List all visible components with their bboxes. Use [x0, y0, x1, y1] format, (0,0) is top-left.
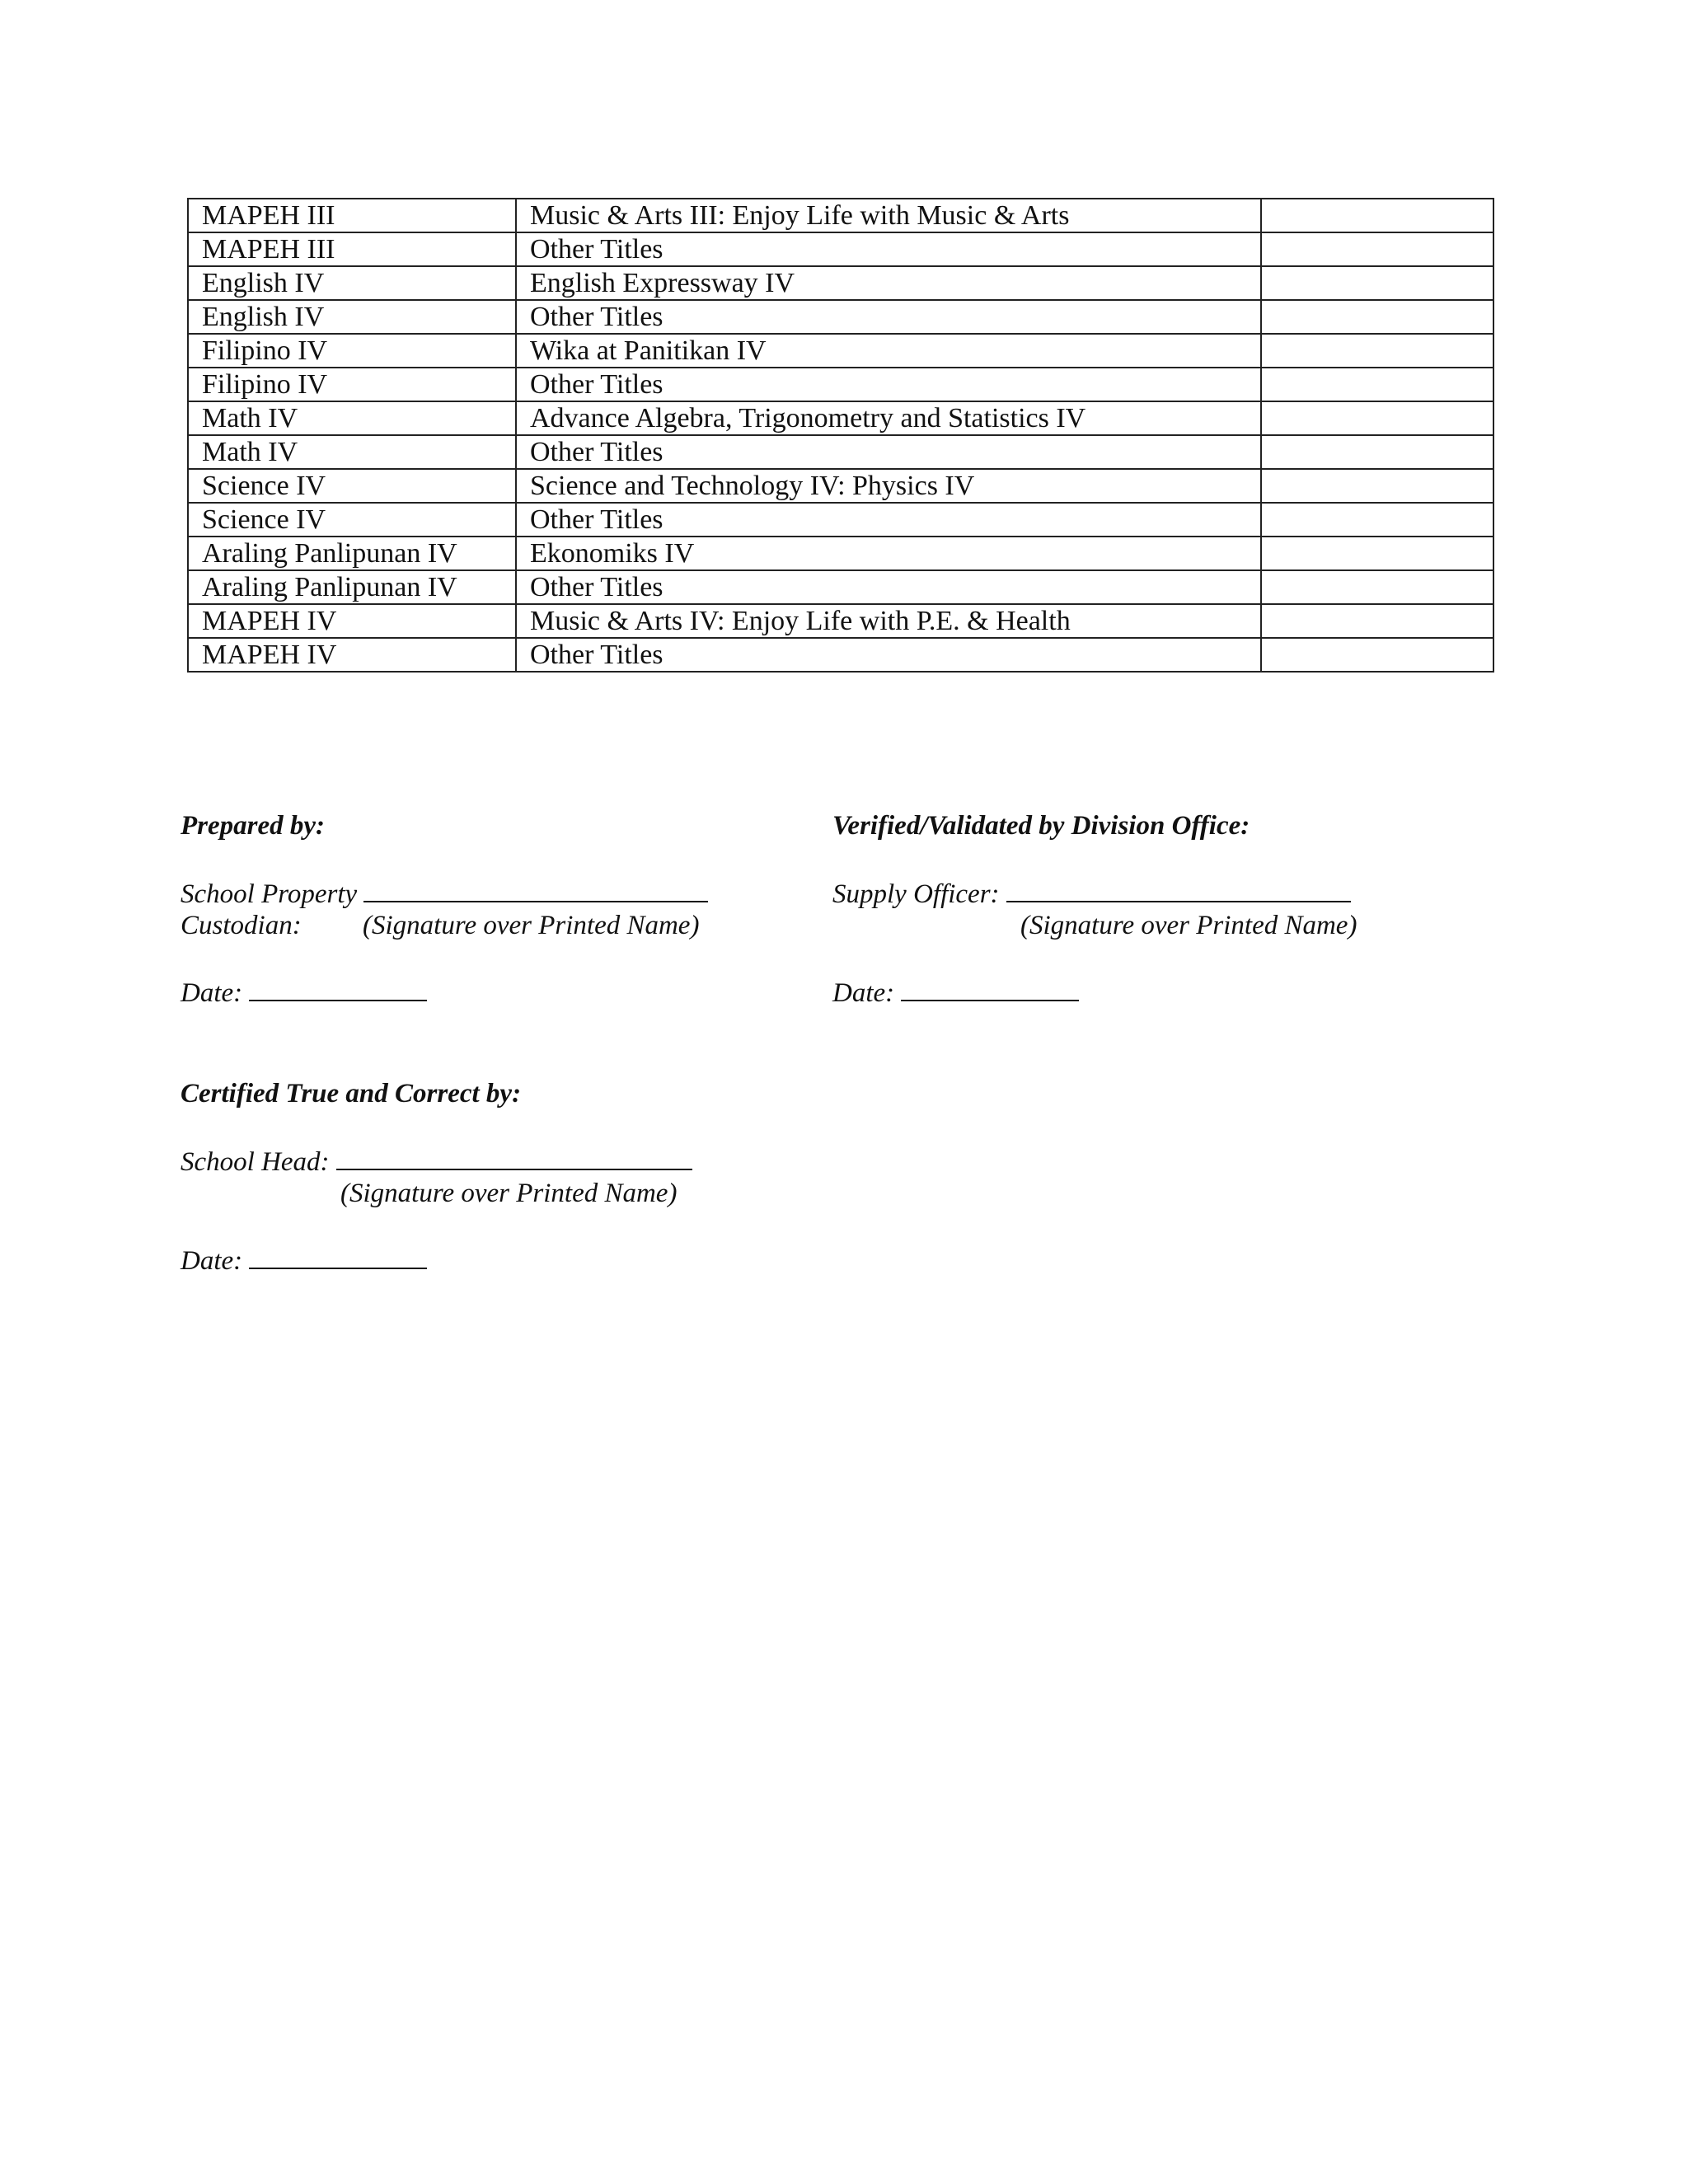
table-row — [188, 570, 1493, 604]
quantity-cell — [1261, 401, 1493, 435]
supply-officer-signature-note: (Signature over Printed Name) — [1020, 911, 1357, 940]
quantity-cell — [1261, 232, 1493, 266]
table-row — [188, 401, 1493, 435]
table-row — [188, 334, 1493, 368]
quantity-cell — [1261, 469, 1493, 503]
table-row — [188, 435, 1493, 469]
quantity-cell — [1261, 537, 1493, 570]
verified-date-label: Date: — [832, 978, 895, 1008]
table-row — [188, 503, 1493, 537]
subject-cell: Filipino IV — [188, 368, 516, 401]
school-head-row — [181, 1144, 692, 1179]
verified-date-row — [832, 975, 1079, 1010]
prepared-date-row — [181, 975, 427, 1010]
quantity-cell — [1261, 570, 1493, 604]
certified-date-line[interactable] — [249, 1243, 427, 1269]
supply-officer-label: Supply Officer: — [832, 879, 1000, 909]
title-cell: Other Titles — [516, 435, 1261, 469]
subject-cell: Math IV — [188, 435, 516, 469]
title-cell: Other Titles — [516, 368, 1261, 401]
subject-cell: MAPEH III — [188, 199, 516, 232]
prepared-by-heading: Prepared by: — [181, 811, 326, 841]
certified-by-heading: Certified True and Correct by: — [181, 1079, 522, 1108]
supply-officer-row — [832, 876, 1351, 911]
table-row — [188, 368, 1493, 401]
certified-date-label: Date: — [181, 1246, 243, 1276]
title-cell: Other Titles — [516, 638, 1261, 672]
subject-cell: Science IV — [188, 503, 516, 537]
school-head-signature-note: (Signature over Printed Name) — [340, 1179, 678, 1208]
subject-cell: English IV — [188, 300, 516, 334]
title-cell: Ekonomiks IV — [516, 537, 1261, 570]
quantity-cell — [1261, 199, 1493, 232]
title-cell: Music & Arts IV: Enjoy Life with P.E. & Health — [516, 604, 1261, 638]
title-cell: Advance Algebra, Trigonometry and Statistics IV — [516, 401, 1261, 435]
subject-cell: Math IV — [188, 401, 516, 435]
table-body — [188, 199, 1493, 672]
school-head-signature-line[interactable] — [336, 1144, 692, 1170]
prepared-date-label: Date: — [181, 978, 243, 1008]
quantity-cell — [1261, 503, 1493, 537]
table-row — [188, 232, 1493, 266]
table-row — [188, 604, 1493, 638]
certified-date-row — [181, 1243, 427, 1277]
title-cell: Other Titles — [516, 232, 1261, 266]
subject-cell: Science IV — [188, 469, 516, 503]
quantity-cell — [1261, 334, 1493, 368]
quantity-cell — [1261, 638, 1493, 672]
school-head-label: School Head: — [181, 1147, 330, 1177]
school-property-label: School Property — [181, 879, 358, 909]
table-row — [188, 469, 1493, 503]
table-row — [188, 537, 1493, 570]
title-cell: Other Titles — [516, 570, 1261, 604]
title-cell: Music & Arts III: Enjoy Life with Music & Arts — [516, 199, 1261, 232]
quantity-cell — [1261, 604, 1493, 638]
quantity-cell — [1261, 368, 1493, 401]
prepared-date-line[interactable] — [249, 975, 427, 1001]
subject-cell: MAPEH III — [188, 232, 516, 266]
subject-cell: MAPEH IV — [188, 604, 516, 638]
supply-officer-signature-line[interactable] — [1006, 876, 1351, 902]
textbook-inventory-table — [187, 198, 1494, 673]
custodian-signature-line[interactable] — [363, 876, 708, 902]
custodian-signature-note: (Signature over Printed Name) — [363, 911, 700, 940]
quantity-cell — [1261, 266, 1493, 300]
quantity-cell — [1261, 300, 1493, 334]
quantity-cell — [1261, 435, 1493, 469]
verified-by-heading: Verified/Validated by Division Office: — [832, 811, 1250, 841]
table-row — [188, 300, 1493, 334]
verified-date-line[interactable] — [901, 975, 1079, 1001]
title-cell: Science and Technology IV: Physics IV — [516, 469, 1261, 503]
custodian-label: Custodian: — [181, 911, 302, 940]
subject-cell: Filipino IV — [188, 334, 516, 368]
subject-cell: Araling Panlipunan IV — [188, 570, 516, 604]
prepared-role-line1 — [181, 876, 708, 911]
title-cell: Other Titles — [516, 300, 1261, 334]
table-row — [188, 199, 1493, 232]
title-cell: Wika at Panitikan IV — [516, 334, 1261, 368]
subject-cell: English IV — [188, 266, 516, 300]
title-cell: English Expressway IV — [516, 266, 1261, 300]
subject-cell: Araling Panlipunan IV — [188, 537, 516, 570]
subject-cell: MAPEH IV — [188, 638, 516, 672]
title-cell: Other Titles — [516, 503, 1261, 537]
table-row — [188, 266, 1493, 300]
table-row — [188, 638, 1493, 672]
